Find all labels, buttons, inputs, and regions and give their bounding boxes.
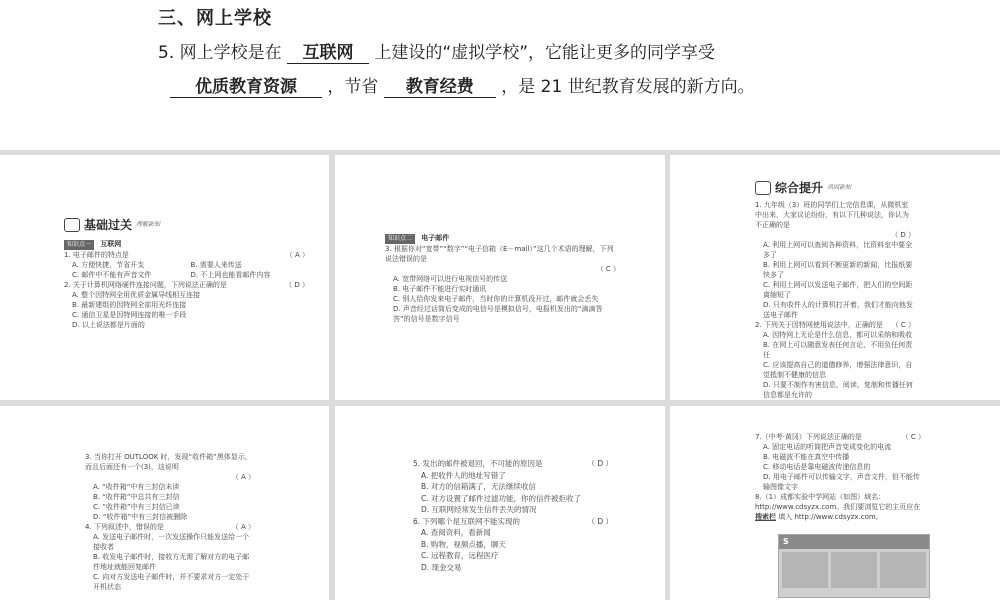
section-title: 三、网上学校 bbox=[158, 8, 272, 29]
q3-options: A. “收件箱”中有三封信未读 B. “收件箱”中总共有三封信 C. “收件箱”中有三封信已读 D. “收件箱”中有三封信被删除 bbox=[93, 483, 188, 521]
question-5-line-2 bbox=[170, 72, 990, 98]
q5-answer-3: 教育经费 bbox=[384, 72, 496, 98]
question-8: 8.（1）成都实验中学网站（如图）域名：http://www.cdsyzx.com。我们要浏览它的主页应在 搜索栏 填入 http://www.cdsyzx.com。 bbox=[755, 493, 921, 521]
books-icon bbox=[755, 181, 771, 195]
q1-options: A. 利用上网可以查阅各种资料，比资料室中要全多了 B. 利用上网可以看到不断更新的新闻，比报纸要快多了 C. 利用上网可以发送电子邮件，把人们的空间距离缩短了 D. 只有收件人的计算机打开着，我们才能向他发送电子邮件 bbox=[763, 241, 913, 319]
question-2: 2. 关于计算机网络硬件连接问题，下列说法正确的是 （ D ） bbox=[64, 281, 309, 289]
q5-options: A. 把收件人的地址写错了 B. 对方的信箱满了，无法继续收信 C. 对方设置了邮件过滤功能，你的信件被拒收了 D. 互联网经常发生信件丢失的情况 bbox=[421, 470, 582, 514]
website-screenshot bbox=[778, 534, 930, 598]
question-4: 4. 下列叙述中，错误的是 （ A ） bbox=[85, 523, 255, 531]
q5-suffix: ，是 21 世纪教育发展的新方向。 bbox=[501, 77, 755, 97]
q8-answer: 搜索栏 bbox=[755, 513, 776, 521]
slide-exam[interactable] bbox=[670, 406, 1000, 600]
website-logo-icon: S bbox=[779, 535, 929, 549]
q6-options: A. 查阅资料，看新闻 B. 购物，视频点播，聊天 C. 远程教育，远程医疗 D. 现金交易 bbox=[421, 528, 506, 572]
question-7: 7.（中考·黄冈）下列说法正确的是 （ C ） bbox=[755, 433, 925, 441]
question-2: 2. 下列关于因特网使用说法中，正确的是 （ C ） bbox=[755, 321, 915, 329]
q7-options: A. 固定电话的听筒把声音变成变化的电流 B. 电磁波不能在真空中传播 C. 移动电话是靠电磁波传递信息的 D. 用电子邮件可以传输文字，声音文件，但不能传输图像文字 bbox=[763, 443, 920, 491]
slide-basic[interactable] bbox=[0, 155, 329, 400]
slide-advanced[interactable] bbox=[670, 155, 1000, 400]
question-1: 1. 电子邮件的特点是 （ A ） bbox=[64, 251, 309, 259]
question-6: 6. 下列哪个是互联网不能实现的 （ D ） bbox=[413, 516, 613, 526]
q5-answer-1: 互联网 bbox=[287, 38, 369, 64]
question-1: 1. 九年级（3）班的同学们上完信息课，从微机室中出来，大家议论纷纷，有以下几种说法，你认为不正确的是 bbox=[755, 201, 909, 229]
slide-outlook[interactable] bbox=[0, 406, 329, 600]
q3-answer: （ C ） bbox=[596, 265, 620, 273]
q5-mid: 上建设的“虚拟学校”，它能让更多的同学享受 bbox=[374, 43, 716, 63]
topic-tag: 知识点一 bbox=[64, 240, 94, 250]
q5-mid2: ，节省 bbox=[327, 77, 379, 97]
q5-prefix: 5. 网上学校是在 bbox=[158, 43, 282, 63]
q2-options: A. 整个因特网全用优质金属导线相互连接 B. 最新建组的因特网全部用光纤连接 C. 通信卫星是因特网连接的唯一手段 D. 以上说法都是片面的 bbox=[72, 291, 201, 329]
q3-answer: （ A ） bbox=[231, 473, 255, 481]
q3-options: A. 宽带网络可以进行电视信号的传送 B. 电子邮件不能进行实时通讯 C. 别人给你发来电子邮件，当时你的计算机没开过，邮件就会丢失 D. 声音经过话筒后变成的电信号是模拟信号，电报机发出的“滴滴答答”的信号是数字信号 bbox=[393, 275, 603, 323]
slide-email[interactable] bbox=[335, 155, 665, 400]
q1-options: A. 方便快捷，节省开支 B. 需要人来传送 C. 邮件中不能有声音文件 D. 不上网也能看邮件内容 bbox=[72, 261, 271, 279]
q5-answer-2: 优质教育资源 bbox=[170, 72, 322, 98]
question-3: 3. 当你打开 OUTLOOK 时，发现“收件箱”黑体显示，而且后面还有一个(3)，这说明 bbox=[85, 453, 252, 471]
section-header: 综合提升 巩固新知 bbox=[755, 180, 915, 196]
q2-options: A. 因特网上无论是什么信息，都可以采纳和吸收 B. 在网上可以随意发表任何言论，不用负任何责任 C. 应该提高自己的道德修养，增强法律意识，自觉抵制不健康的信息 D. 只要不制作有害信息，阅读、复制和传播任何信息都是允许的 bbox=[763, 331, 913, 399]
question-5-line-1 bbox=[158, 38, 978, 64]
top-section bbox=[0, 0, 1000, 150]
topic-line: 知识点二 电子邮件 bbox=[385, 233, 620, 244]
website-content bbox=[779, 549, 929, 591]
topic-line: 知识点一 互联网 bbox=[64, 239, 309, 250]
question-5: 5. 发出的邮件被退回，不可能的原因是 （ D ） bbox=[413, 459, 613, 468]
topic-tag: 知识点二 bbox=[385, 234, 415, 244]
section-header: 基础过关 理解新知 bbox=[64, 217, 309, 233]
pencil-icon bbox=[64, 218, 80, 232]
q1-answer: （ D ） bbox=[891, 231, 915, 239]
question-3: 3. 根据你对“宽带”“数字”“电子信箱（E－mail）”这几个术语的理解，下列说法错误的是 bbox=[385, 245, 614, 263]
slide-bounced-mail[interactable] bbox=[335, 406, 665, 600]
q4-options: A. 发送电子邮件时，一次发送操作只能发送给一个接收者 B. 收发电子邮件时，接收方无需了解对方的电子邮件地址就能回复邮件 C. 向对方发送电子邮件时，并不要求对方一定处于开机状态 bbox=[93, 533, 250, 591]
